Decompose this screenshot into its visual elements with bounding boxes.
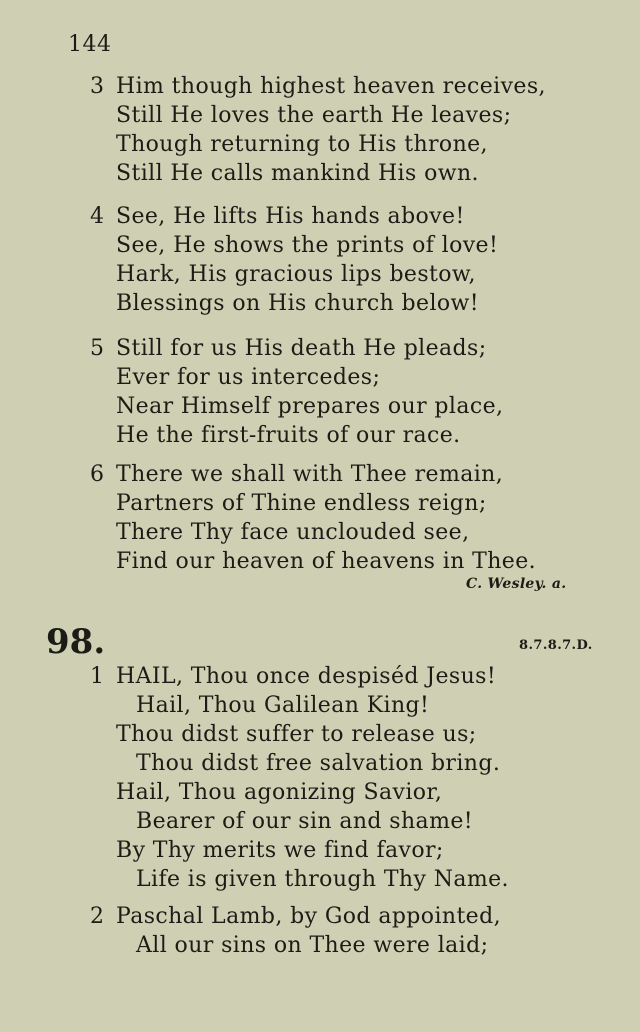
verse-line: HAIL, Thou once despiséd Jesus! [116,664,497,689]
verse-line: Bearer of our sin and shame! [136,809,473,834]
verse-line: There Thy face unclouded see, [116,520,470,545]
verse-line: Hail, Thou agonizing Savior, [116,780,443,805]
verse-line: See, He lifts His hands above! [116,204,465,229]
verse-line: Still He calls mankind His own. [116,161,479,186]
verse-line: By Thy merits we find favor; [116,838,444,863]
verse-number: 1 [90,664,104,689]
verse-line: Partners of Thine endless reign; [116,491,487,516]
verse-number: 2 [90,904,104,929]
verse-line: Thou didst free salvation bring. [136,751,501,776]
hymn-meter: 8.7.8.7.D. [519,638,593,653]
verse-line: Find our heaven of heavens in Thee. [116,549,537,574]
verse-line: Still He loves the earth He leaves; [116,103,512,128]
verse-line: All our sins on Thee were laid; [136,933,489,958]
verse-line: See, He shows the prints of love! [116,233,499,258]
verse-line: Hail, Thou Galilean King! [136,693,430,718]
verse-number: 5 [90,336,104,361]
verse-line: Though returning to His throne, [116,132,488,157]
verse-number: 6 [90,462,104,487]
verse-line: There we shall with Thee remain, [116,462,504,487]
verse-line: Him though highest heaven receives, [116,74,546,99]
verse-line: He the first-fruits of our race. [116,423,461,448]
verse-line: Blessings on His church below! [116,291,480,316]
verse-line: Paschal Lamb, by God appointed, [116,904,501,929]
verse-line: Thou didst suffer to release us; [116,722,477,747]
verse-line: Ever for us intercedes; [116,365,381,390]
hymn-number: 98. [46,622,106,662]
author-attribution: C. Wesley. a. [466,576,567,592]
verse-number: 3 [90,74,104,99]
page-number: 144 [68,32,112,57]
verse-line: Life is given through Thy Name. [136,867,509,892]
verse-number: 4 [90,204,104,229]
verse-line: Near Himself prepares our place, [116,394,504,419]
verse-line: Hark, His gracious lips bestow, [116,262,476,287]
verse-line: Still for us His death He pleads; [116,336,487,361]
